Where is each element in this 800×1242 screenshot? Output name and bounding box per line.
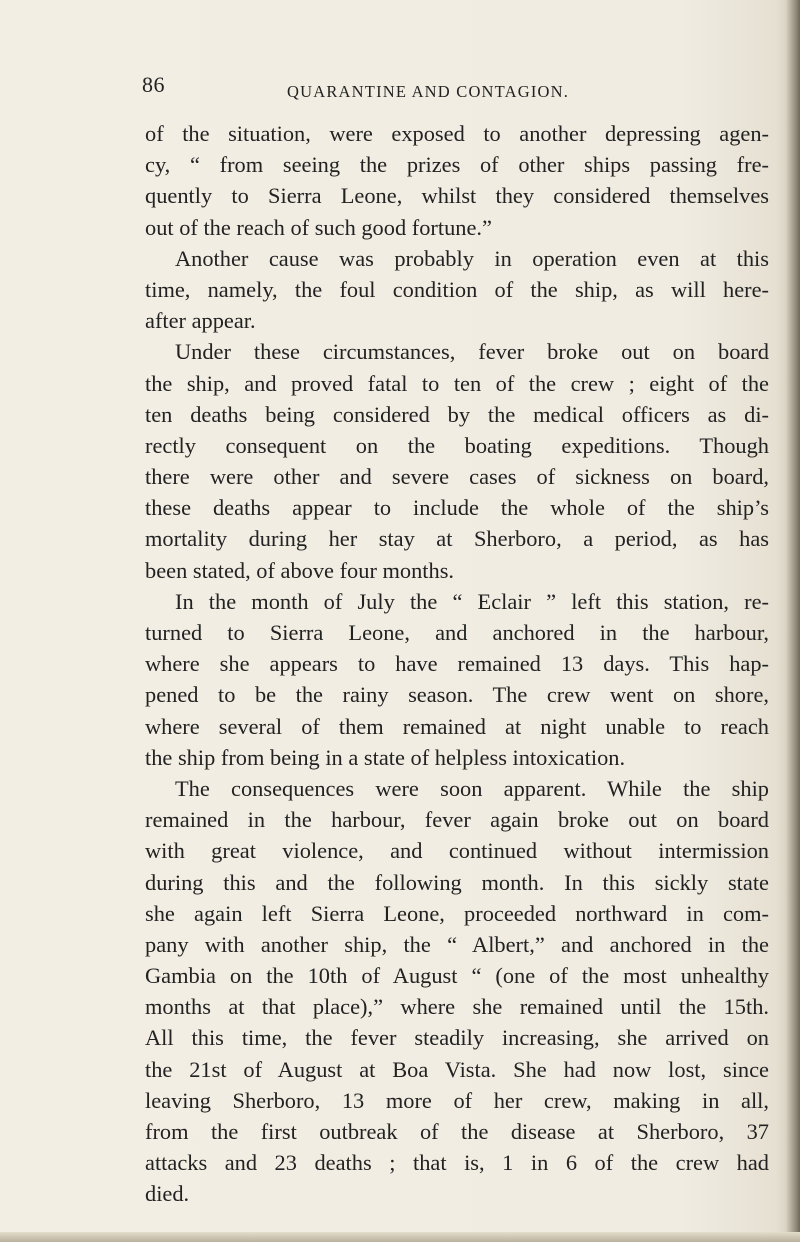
page-edge-bottom	[0, 1232, 800, 1242]
text-line: died.	[145, 1181, 190, 1207]
text-line: the ship, and proved fatal to ten of the crew ; eight of the	[145, 370, 769, 396]
text-line: turned to Sierra Leone, and anchored in the harbour,	[145, 620, 769, 645]
text-line: with great violence, and continued without intermission	[145, 838, 769, 864]
text-line: quently to Sierra Leone, whilst they considered themselves	[145, 183, 769, 209]
text-line: the 21st of August at Boa Vista. She had now lost, since	[145, 1056, 769, 1082]
text-line: ten deaths being considered by the medical officers as di-	[145, 401, 769, 427]
text-line: All this time, the fever steadily increasing, she arrived on	[145, 1025, 769, 1051]
running-head: QUARANTINE AND CONTAGION.	[287, 82, 570, 101]
text-line: The consequences were soon apparent. While the ship	[175, 775, 769, 801]
text-line: remained in the harbour, fever again broke out on board	[145, 807, 769, 833]
text-line: she again left Sierra Leone, proceeded northward in com-	[145, 900, 769, 926]
text-line: pany with another ship, the “ Albert,” and anchored in the	[145, 931, 769, 957]
text-line: leaving Sherboro, 13 more of her crew, making in all,	[145, 1087, 769, 1113]
page-number: 86	[142, 72, 165, 97]
text-line: during this and the following month. In this sickly state	[145, 869, 769, 895]
text-line: months at that place),” where she remained until the 15th.	[145, 994, 769, 1020]
text-line: Another cause was probably in operation even at this	[175, 245, 769, 271]
text-line: out of the reach of such good fortune.”	[145, 214, 492, 240]
page-edge-right	[786, 0, 800, 1242]
text-line: time, namely, the foul condition of the ship, as will here-	[145, 276, 769, 302]
text-line: Under these circumstances, fever broke out on board	[175, 339, 769, 365]
text-line: there were other and severe cases of sickness on board,	[145, 464, 769, 490]
text-line: In the month of July the “ Eclair ” left this station, re-	[175, 588, 769, 614]
text-line: rectly consequent on the boating expeditions. Though	[145, 432, 769, 458]
text-line: Gambia on the 10th of August “ (one of the most unhealthy	[145, 963, 769, 989]
text-line: these deaths appear to include the whole of the ship’s	[145, 495, 769, 521]
text-line: from the first outbreak of the disease at Sherboro, 37	[145, 1119, 769, 1144]
text-line: the ship from being in a state of helpless intoxication.	[145, 744, 626, 770]
text-line: pened to be the rainy season. The crew went on shore,	[145, 682, 769, 708]
text-line: of the situation, were exposed to another depressing agen-	[145, 121, 769, 146]
text-line: attacks and 23 deaths ; that is, 1 in 6 of the crew had	[145, 1150, 769, 1176]
text-line: after appear.	[145, 308, 256, 334]
text-line: cy, “ from seeing the prizes of other ships passing fre-	[145, 152, 769, 178]
text-line: been stated, of above four months.	[145, 557, 455, 583]
text-line: where several of them remained at night unable to reach	[145, 713, 769, 739]
text-line: mortality during her stay at Sherboro, a period, as has	[145, 526, 769, 552]
body-text	[145, 118, 769, 1210]
text-line: where she appears to have remained 13 days. This hap-	[145, 651, 769, 677]
